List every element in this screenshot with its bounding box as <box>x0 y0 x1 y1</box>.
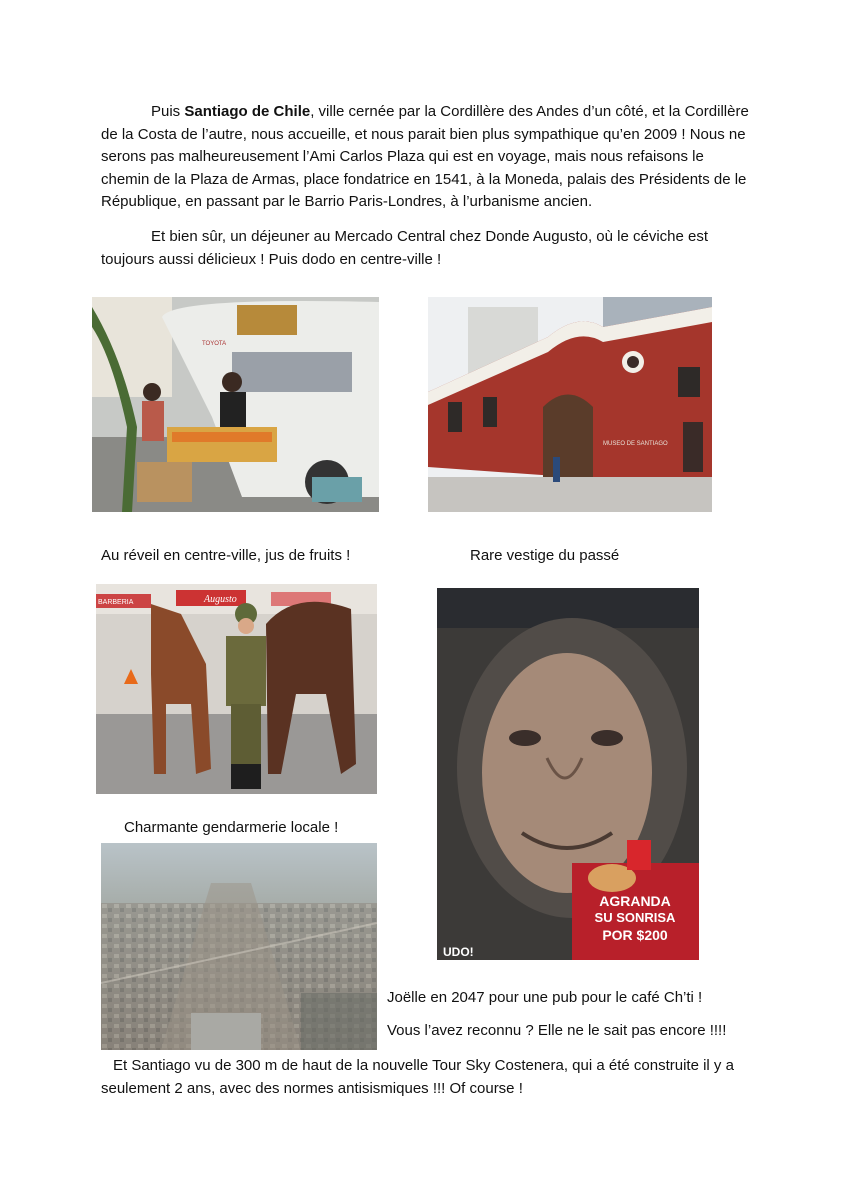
paragraph-text: , ville cernée par la Cordillère des Andes d’un côté, et la Cordillère de la Costa de l’autre, nous accueille, et nous parait bien plus sympathique qu’en 2009 ! Nous ne serons pas malheureusement l’Ami Carlos Plaza qui est en voyage, mais nous refaisons le chemin de la Plaza de Armas, place fondatrice en 1541, à la Moneda, palais des Présidents de le République, en passant par le Barrio Paris-Londres, à l’urbanisme ancien. <box>101 103 749 210</box>
photo-police-horses <box>96 584 377 794</box>
poster-headline-1: AGRANDA <box>599 893 671 909</box>
shop-sign-left: BARBERIA <box>98 599 134 606</box>
shop-sign-right: Augusto <box>204 594 237 605</box>
museum-sign-text: MUSEO DE SANTIAGO <box>603 441 668 447</box>
bold-city-name: Santiago de Chile <box>184 103 311 120</box>
photo-colonial-building <box>428 297 712 512</box>
photo-poster-old-woman <box>437 588 699 960</box>
caption-juice: Au réveil en centre-ville, jus de fruits ! <box>101 547 351 564</box>
caption-poster-line2: Vous l’avez reconnu ? Elle ne le sait pas encore !!!! <box>387 1022 727 1039</box>
poster-headline-2: SU SONRISA <box>594 910 676 925</box>
paragraph-lunch: Et bien sûr, un déjeuner au Mercado Central chez Donde Augusto, où le céviche est toujours aussi délicieux ! Puis dodo en centre-ville ! <box>101 228 709 268</box>
caption-police: Charmante gendarmerie locale ! <box>124 819 339 836</box>
truck-brand-text: TOYOTA <box>202 341 227 347</box>
paragraph-text: Puis <box>151 103 185 120</box>
paragraph-sky-costanera: Et Santiago vu de 300 m de haut de la nouvelle Tour Sky Costenera, qui a été construite il y a seulement 2 ans, avec des normes antisismiques !!! Of course ! <box>101 1057 734 1097</box>
photo-juice-stand <box>92 297 379 512</box>
photo-aerial-santiago <box>101 843 377 1050</box>
caption-poster-line1: Joëlle en 2047 pour une pub pour le café Ch’ti ! <box>387 989 703 1006</box>
poster-headline-3: POR $200 <box>602 927 668 943</box>
caption-vestige: Rare vestige du passé <box>470 547 620 564</box>
poster-brand: UDO! <box>443 945 474 959</box>
paragraph-santiago <box>101 101 751 214</box>
